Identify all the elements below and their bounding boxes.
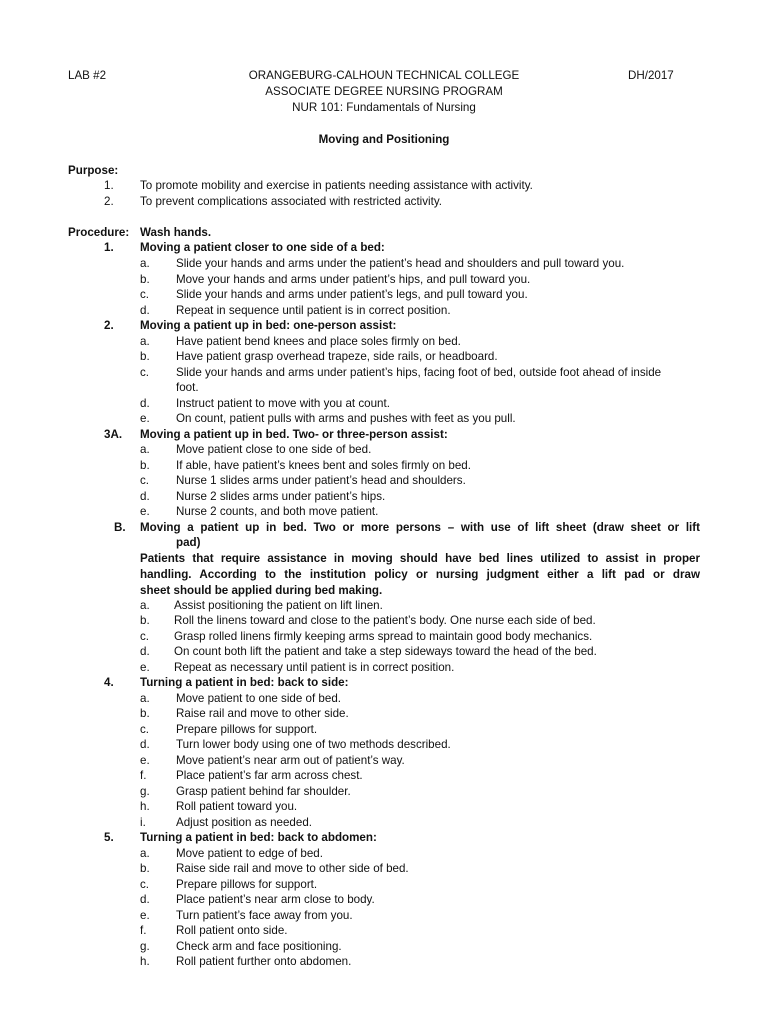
step-letter: a.: [140, 443, 150, 456]
step-text: Place patient’s near arm close to body.: [176, 893, 375, 906]
step-text: Have patient grasp overhead trapeze, side rails, or headboard.: [176, 350, 498, 363]
step-text: Move patient’s near arm out of patient’s way.: [176, 754, 405, 767]
step-letter: c.: [140, 723, 150, 736]
step-letter: f.: [140, 769, 147, 782]
purpose-item-text: To prevent complications associated with restricted activity.: [140, 195, 442, 208]
step-text: Move patient to edge of bed.: [176, 847, 323, 860]
section-number: B.: [114, 521, 126, 534]
step-text: Adjust position as needed.: [176, 816, 313, 829]
purpose-item-num: 2.: [104, 195, 114, 208]
step-text: Nurse 2 slides arms under patient’s hips.: [176, 490, 386, 503]
section-note: handling. According to the institution policy or nursing judgment either a lift pad or draw: [140, 568, 700, 581]
section-number: 1.: [104, 241, 114, 254]
page-title: Moving and Positioning: [318, 133, 450, 146]
step-letter: e.: [140, 909, 150, 922]
purpose-label: Purpose:: [68, 164, 119, 177]
step-letter: d.: [140, 304, 150, 317]
step-letter: c.: [140, 630, 150, 643]
step-text: Repeat in sequence until patient is in correct position.: [176, 304, 451, 317]
step-text: If able, have patient’s knees bent and soles firmly on bed.: [176, 459, 471, 472]
step-letter: c.: [140, 878, 150, 891]
section-heading: Turning a patient in bed: back to abdomen:: [140, 831, 377, 844]
step-letter: h.: [140, 800, 150, 813]
step-text: Turn lower body using one of two methods described.: [176, 738, 451, 751]
step-text: Slide your hands and arms under the patient’s head and shoulders and pull toward you.: [176, 257, 625, 270]
step-letter: c.: [140, 366, 150, 379]
program-name: ASSOCIATE DEGREE NURSING PROGRAM: [265, 85, 503, 98]
document-code: DH/2017: [628, 69, 674, 82]
step-letter: e.: [140, 505, 150, 518]
step-letter: d.: [140, 738, 150, 751]
step-text: Roll patient toward you.: [176, 800, 298, 813]
header-row-2: [0, 84, 768, 100]
step-letter: b.: [140, 862, 150, 875]
step-letter: b.: [140, 273, 150, 286]
step-text: Roll patient onto side.: [176, 924, 288, 937]
section-heading: Moving a patient up in bed: one-person assist:: [140, 319, 397, 332]
step-letter: c.: [140, 288, 150, 301]
step-letter: d.: [140, 645, 150, 658]
step-text: Roll patient further onto abdomen.: [176, 955, 352, 968]
step-letter: b.: [140, 707, 150, 720]
step-text: Turn patient’s face away from you.: [176, 909, 353, 922]
step-text: Raise side rail and move to other side of bed.: [176, 862, 409, 875]
purpose-item-num: 1.: [104, 179, 114, 192]
step-letter: g.: [140, 785, 150, 798]
step-text-continued: foot.: [176, 381, 199, 394]
step-text: Slide your hands and arms under patient’s legs, and pull toward you.: [176, 288, 528, 301]
section-heading: Turning a patient in bed: back to side:: [140, 676, 349, 689]
step-letter: e.: [140, 412, 150, 425]
step-letter: d.: [140, 397, 150, 410]
step-letter: d.: [140, 490, 150, 503]
lab-number: LAB #2: [68, 69, 107, 82]
section-note: sheet should be applied during bed making.: [140, 584, 383, 597]
step-letter: b.: [140, 614, 150, 627]
step-text: Prepare pillows for support.: [176, 878, 318, 891]
step-letter: f.: [140, 924, 147, 937]
step-text: On count both lift the patient and take a step sideways toward the head of the bed.: [174, 645, 597, 658]
step-letter: a.: [140, 847, 150, 860]
step-text: Nurse 1 slides arms under patient’s head and shoulders.: [176, 474, 466, 487]
section-number: 3A.: [104, 428, 123, 441]
section-note: Patients that require assistance in moving should have bed lines utilized to assist in proper: [140, 552, 700, 565]
procedure-label: Procedure:: [68, 226, 130, 239]
step-letter: a.: [140, 257, 150, 270]
section-heading: Moving a patient up in bed. Two or more persons – with use of lift sheet (draw sheet or lift: [140, 521, 700, 534]
step-letter: g.: [140, 940, 150, 953]
step-text: Grasp patient behind far shoulder.: [176, 785, 351, 798]
section-heading: Moving a patient up in bed. Two- or three-person assist:: [140, 428, 448, 441]
step-text: Move your hands and arms under patient’s hips, and pull toward you.: [176, 273, 531, 286]
step-text: Place patient’s far arm across chest.: [176, 769, 363, 782]
step-text: Assist positioning the patient on lift linen.: [174, 599, 383, 612]
step-text: Roll the linens toward and close to the patient’s body. One nurse each side of bed.: [174, 614, 596, 627]
section-heading-continued: pad): [176, 536, 201, 549]
section-heading: Moving a patient closer to one side of a bed:: [140, 241, 385, 254]
step-text: Prepare pillows for support.: [176, 723, 318, 736]
step-text: Slide your hands and arms under patient’s hips, facing foot of bed, outside foot ahead of inside: [176, 366, 662, 379]
step-text: Check arm and face positioning.: [176, 940, 342, 953]
step-letter: e.: [140, 661, 150, 674]
header-row-1: [0, 68, 768, 84]
step-text: Grasp rolled linens firmly keeping arms spread to maintain good body mechanics.: [174, 630, 593, 643]
step-text: Repeat as necessary until patient is in correct position.: [174, 661, 455, 674]
step-text: Nurse 2 counts, and both move patient.: [176, 505, 379, 518]
section-number: 5.: [104, 831, 114, 844]
college-name: ORANGEBURG-CALHOUN TECHNICAL COLLEGE: [248, 69, 520, 82]
step-text: Have patient bend knees and place soles firmly on bed.: [176, 335, 461, 348]
step-text: Move patient close to one side of bed.: [176, 443, 372, 456]
step-letter: c.: [140, 474, 150, 487]
step-text: Raise rail and move to other side.: [176, 707, 349, 720]
step-letter: a.: [140, 692, 150, 705]
step-text: Move patient to one side of bed.: [176, 692, 342, 705]
procedure-intro: Wash hands.: [140, 226, 212, 239]
purpose-item-text: To promote mobility and exercise in patients needing assistance with activity.: [140, 179, 533, 192]
step-text: On count, patient pulls with arms and pushes with feet as you pull.: [176, 412, 516, 425]
step-letter: b.: [140, 350, 150, 363]
section-number: 4.: [104, 676, 114, 689]
step-text: Instruct patient to move with you at count.: [176, 397, 390, 410]
step-letter: h.: [140, 955, 150, 968]
step-letter: e.: [140, 754, 150, 767]
step-letter: d.: [140, 893, 150, 906]
step-letter: b.: [140, 459, 150, 472]
course-name: NUR 101: Fundamentals of Nursing: [292, 101, 476, 114]
step-letter: a.: [140, 335, 150, 348]
step-letter: i.: [140, 816, 146, 829]
section-number: 2.: [104, 319, 114, 332]
step-letter: a.: [140, 599, 150, 612]
header-row-3: [0, 100, 768, 116]
